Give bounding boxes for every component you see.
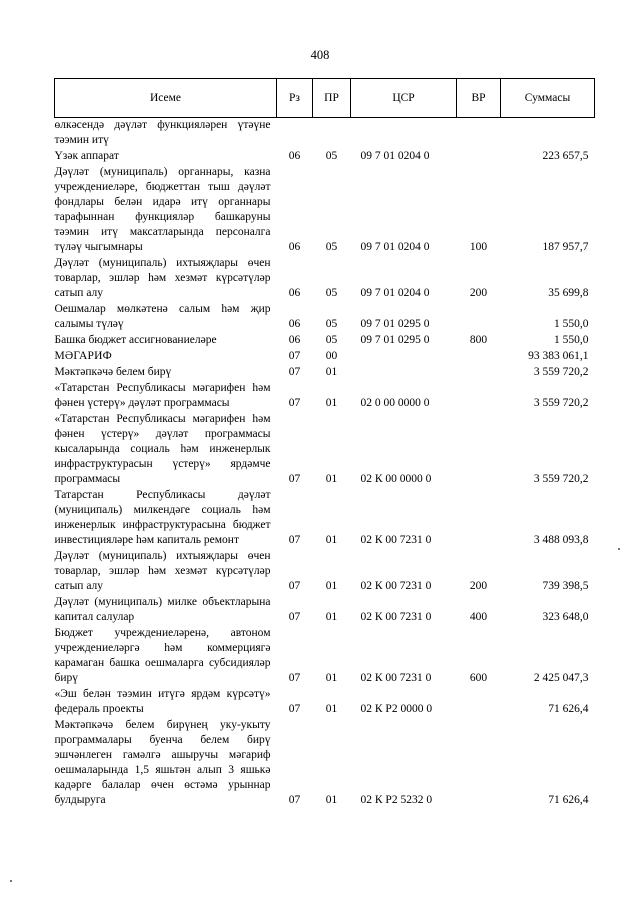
table-row [55,301,595,332]
page-number: 408 [310,48,330,62]
row-name: «Эш белән тәэмин итүгә ярдәм күрсәтү» федераль проекты [54,688,271,715]
row-name: Дәүләт (муниципаль) ихтыяҗлары өчен товарлар, эшләр һәм хезмәт күрсәтүләр сатып алу [54,550,271,592]
row-sum: 323 648,0 [542,611,589,623]
row-csr [351,348,457,364]
row-pr: 01 [325,366,338,378]
row-name: Дәүләт (муниципаль) ихтыяҗлары өчен товарлар, эшләр һәм хезмәт күрсәтүләр сатып алу [54,257,271,299]
row-vr [457,487,501,548]
row-csr: 02 К Р2 5232 0 [360,794,433,806]
row-rz: 07 [288,580,301,592]
row-sum: 3 559 720,2 [533,366,589,378]
row-pr: 01 [325,794,338,806]
row-name: Дәүләт (муниципаль) милке объектларына капитал салулар [54,596,271,623]
row-vr [457,118,501,149]
row-csr: 09 7 01 0204 0 [360,241,430,253]
row-csr: 02 К 00 7231 0 [360,672,432,684]
row-pr: 05 [325,150,338,162]
row-pr [313,118,351,149]
row-sum: 93 383 061,1 [528,350,589,362]
row-name: Бюджет учреждениеләренә, автоном учреждениеләргә һәм коммерциягә карамаган башка оешмаларга субсидияләр бирү [54,627,271,684]
row-rz: 07 [288,703,301,715]
row-rz: 06 [288,318,301,330]
table-row [55,548,595,594]
row-pr: 01 [325,580,338,592]
row-csr: 02 К 00 7231 0 [360,534,432,546]
row-name: МӘГАРИФ [54,350,112,362]
table-row [55,594,595,625]
table-row [55,255,595,301]
row-name: «Татарстан Республикасы мәгарифен һәм фәнен үстерү» дәүләт программасы [54,382,271,409]
row-vr [457,717,501,808]
row-sum: 2 425 047,3 [533,672,589,684]
table-row [55,717,595,808]
row-rz: 06 [288,241,301,253]
row-pr: 01 [325,672,338,684]
row-name: Оешмалар мөлкәтенә салым һәм җир салымы түләү [54,303,271,330]
row-csr: 09 7 01 0204 0 [360,150,430,162]
row-sum [501,118,595,149]
row-csr: 02 0 00 0000 0 [360,397,430,409]
scan-mark [10,880,12,882]
row-sum: 1 550,0 [554,318,589,330]
row-rz: 07 [288,534,301,546]
row-rz: 06 [288,334,301,346]
row-csr [351,118,457,149]
row-csr: 09 7 01 0204 0 [360,287,430,299]
row-name: өлкәсендә дәүләт функцияләрен үтәүне тәэмин итү [54,119,271,146]
header-sum: Суммасы [501,79,595,118]
row-vr [457,380,501,411]
table-row [55,164,595,255]
row-pr: 00 [325,350,338,362]
row-rz [277,118,313,149]
table-row [55,625,595,686]
row-rz: 06 [288,150,301,162]
row-vr: 200 [469,287,488,299]
row-sum: 3 488 093,8 [533,534,589,546]
row-rz: 07 [288,350,301,362]
row-vr: 600 [469,672,488,684]
row-csr: 09 7 01 0295 0 [360,318,430,330]
row-rz: 07 [288,473,301,485]
row-name: «Татарстан Республикасы мәгарифен һәм фәнен үстерү» дәүләт программасы кысаларында социаль һәм инженерлык инфраструктурасын үстерү» ярдәмче программасы [54,413,271,485]
table-body [55,118,595,809]
row-csr [351,364,457,380]
header-vr: ВР [457,79,501,118]
row-name: Татарстан Республикасы дәүләт (муниципаль) милкендәге социаль һәм инженерлык инфраструктурасына бюджет инвестицияләре һәм капиталь ремонт [54,489,271,546]
row-csr: 02 К 00 0000 0 [360,473,432,485]
table-row [55,118,595,149]
row-sum: 187 957,7 [542,241,589,253]
row-vr [457,348,501,364]
row-vr: 100 [469,241,488,253]
table-row [55,364,595,380]
table-row [55,411,595,487]
row-pr: 01 [325,703,338,715]
row-sum: 3 559 720,2 [533,397,589,409]
row-pr: 01 [325,473,338,485]
header-rz: Рз [277,79,313,118]
row-name: Мәктәпкәчә белем бирү [54,366,172,378]
row-vr: 800 [469,334,488,346]
row-rz: 06 [288,287,301,299]
row-pr: 01 [325,534,338,546]
row-pr: 01 [325,397,338,409]
row-vr [457,301,501,332]
row-csr: 02 К 00 7231 0 [360,580,432,592]
table-row [55,686,595,717]
row-pr: 05 [325,241,338,253]
row-sum: 35 699,8 [548,287,589,299]
row-rz: 07 [288,672,301,684]
row-sum: 3 559 720,2 [533,473,589,485]
table-row [55,348,595,364]
row-vr: 400 [469,611,488,623]
row-vr [457,364,501,380]
row-sum: 71 626,4 [548,794,589,806]
row-sum: 223 657,5 [542,150,589,162]
row-vr [457,686,501,717]
scan-mark [618,548,620,550]
header-csr: ЦСР [351,79,457,118]
row-rz: 07 [288,794,301,806]
row-rz: 07 [288,397,301,409]
header-pr: ПР [313,79,351,118]
row-pr: 05 [325,334,338,346]
budget-table [54,78,595,808]
table-header [55,79,595,118]
row-name: Дәүләт (муниципаль) органнары, казна учреждениеләре, бюджеттан тыш дәүләт фондлары белән идарә итү органнары тарафыннан функцияләр башкаруны тәэмин итү максатларында персоналга түләү чыгымнары [54,166,271,253]
row-name: Мәктәпкәчә белем бирүнең уку-укыту программалары буенча белем бирү эшчәнлеген гамәлгә ашыручы мәгариф оешмаларында 1,5 яшьтән алып 3 яшькә кадәрге балалар өчен өстәмә урыннар булдыруга [54,719,271,806]
row-rz: 07 [288,366,301,378]
table-row [55,380,595,411]
table-row [55,332,595,348]
row-rz: 07 [288,611,301,623]
row-pr: 05 [325,287,338,299]
header-name: Исеме [55,79,277,118]
row-csr: 02 К 00 7231 0 [360,611,432,623]
row-name: Башка бюджет ассигнованиеләре [54,334,217,346]
row-sum: 1 550,0 [554,334,589,346]
row-sum: 739 398,5 [542,580,589,592]
table-row [55,487,595,548]
row-vr: 200 [469,580,488,592]
row-pr: 05 [325,318,338,330]
row-csr: 09 7 01 0295 0 [360,334,430,346]
row-sum: 71 626,4 [548,703,589,715]
row-csr: 02 К Р2 0000 0 [360,703,433,715]
row-vr [457,148,501,164]
row-pr: 01 [325,611,338,623]
row-vr [457,411,501,487]
row-name: Үзәк аппарат [54,150,119,162]
table-row [55,148,595,164]
